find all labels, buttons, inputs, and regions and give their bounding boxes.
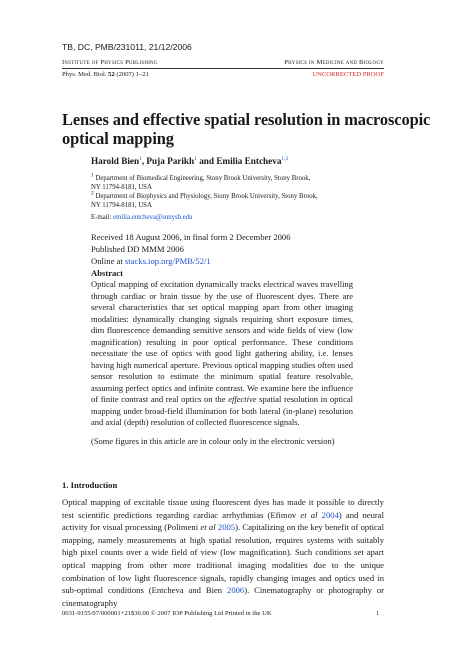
introduction-paragraph <box>62 496 384 608</box>
citation-volume: 52 <box>108 71 115 78</box>
intro-etal-2: et al <box>200 522 216 533</box>
email-label: E-mail: <box>91 214 112 221</box>
published-date: Published DD MMM 2006 <box>91 244 184 254</box>
affiliation-1-number: 1 <box>91 172 94 179</box>
citation-year-pages: (2007) 1–21 <box>116 71 149 78</box>
page-number: 1 <box>376 610 380 617</box>
affiliation-2-line1: Department of Biophysics and Physiology, Stony Brook University, Stony Brook, <box>95 193 318 200</box>
author-list: Harold Bien$^1$, Puja Parikh$^1$ and Emilia Entcheva$^{1,2}$ <box>91 155 289 166</box>
section-heading-introduction: 1. Introduction <box>62 480 118 490</box>
header-rule <box>62 68 384 69</box>
author-1-affiliation: 1 <box>139 155 142 162</box>
abstract-body <box>91 279 353 429</box>
abstract-text-1: Optical mapping of excitation dynamically tracks electrical waves travelling through cardiac or brain tissue by the use of fluorescent dyes. There are several characteristics that set optical mapping apart from other imaging modalities: dynamically changing signals requiring short exposure times, dim fluorescence demanding sensitive sensors and wide fields of view (low magnification) resulting in poor optical performance. These conditions necessitate the use of optics with good light gathering ability, i.e. lenses having high numerical aperture. Previous optical mapping studies often used sensor resolution to estimate the minimum spatial feature resolvable, assuming perfect optics and infinite contrast. We examine here the influence of finite contrast and real optics on the <box>91 279 353 404</box>
intro-etal-1: et al <box>300 509 318 520</box>
affiliation-1 <box>91 172 311 193</box>
affiliation-1-line1: Department of Biomedical Engineering, Stony Brook University, Stony Brook, <box>95 175 311 182</box>
author-1: Harold Bien <box>91 156 140 166</box>
author-2: Puja Parikh <box>146 156 195 166</box>
affiliation-2-number: 2 <box>91 190 94 197</box>
abstract-text-2: spatial resolution in optical mapping under broad-field illumination for both lateral (in-plane) resolution and axial (depth) resolution of collected fluorescence signals. <box>91 394 354 427</box>
abstract-heading: Abstract <box>91 268 123 278</box>
email-link[interactable]: emilia.entcheva@sunysb.edu <box>113 214 193 221</box>
draft-stamp: TB, DC, PMB/231011, 21/12/2006 <box>62 42 192 52</box>
citation-journal: Phys. Med. Biol. <box>62 71 107 78</box>
online-prefix: Online at <box>91 256 123 266</box>
reference-link-2[interactable]: 2005 <box>217 522 236 533</box>
abstract-emphasis: effective <box>228 394 257 404</box>
affiliation-1-line2: NY 11794-8181, USA <box>91 183 152 191</box>
online-link[interactable]: stacks.iop.org/PMB/52/1 <box>124 256 211 266</box>
reference-link-3[interactable]: 2006 <box>227 585 245 596</box>
affiliation-2 <box>91 190 318 211</box>
author-3: Emilia Entcheva <box>216 156 282 166</box>
affiliation-2-line2: NY 11794-8181, USA <box>91 201 152 209</box>
proof-status: UNCORRECTED PROOF <box>312 71 384 78</box>
received-date: Received 18 August 2006, in final form 2 December 2006 <box>91 232 291 242</box>
intro-text-4: ). Cinematography or photography or cinematography <box>62 585 384 608</box>
publisher-name: Institute of Physics Publishing <box>62 59 158 66</box>
paper-title-line2: optical mapping <box>62 129 174 148</box>
journal-name: Physics in Medicine and Biology <box>284 59 384 66</box>
intro-text-1: Optical mapping of excitable tissue using fluorescent dyes has made it possible to directly test scientific predictions regarding cardiac arrhythmias (Efimov <box>62 497 384 520</box>
colour-note: (Some figures in this article are in colour only in the electronic version) <box>91 436 335 446</box>
reference-link-1[interactable]: 2004 <box>321 509 339 520</box>
email-line <box>91 214 193 221</box>
online-line <box>91 256 211 266</box>
footer-copyright: 0031-9155/07/000001+21$30.00 © 2007 IOP Publishing Ltd Printed in the UK <box>62 610 272 617</box>
paper-title-line1: Lenses and effective spatial resolution in macroscopic <box>62 110 431 129</box>
intro-text-3: ). Capitalizing on the key benefit of optical mapping, namely measurements at high spatial resolution, requires systems with suitably high pixel counts over a wide field of view (low magnification). Such conditions set apart optical mapping from other more traditional imaging modalities due to the unique combination of low light fluorescence signals, rapidly changing images and optics used in sub-optimal conditions (Entcheva and Bien <box>62 522 384 596</box>
author-3-affiliation: 1,2 <box>281 155 289 162</box>
intro-text-2: ) and neural activity for visual processing (Polimeni <box>62 509 384 533</box>
citation-line <box>62 71 149 78</box>
author-2-affiliation: 1 <box>194 155 197 162</box>
